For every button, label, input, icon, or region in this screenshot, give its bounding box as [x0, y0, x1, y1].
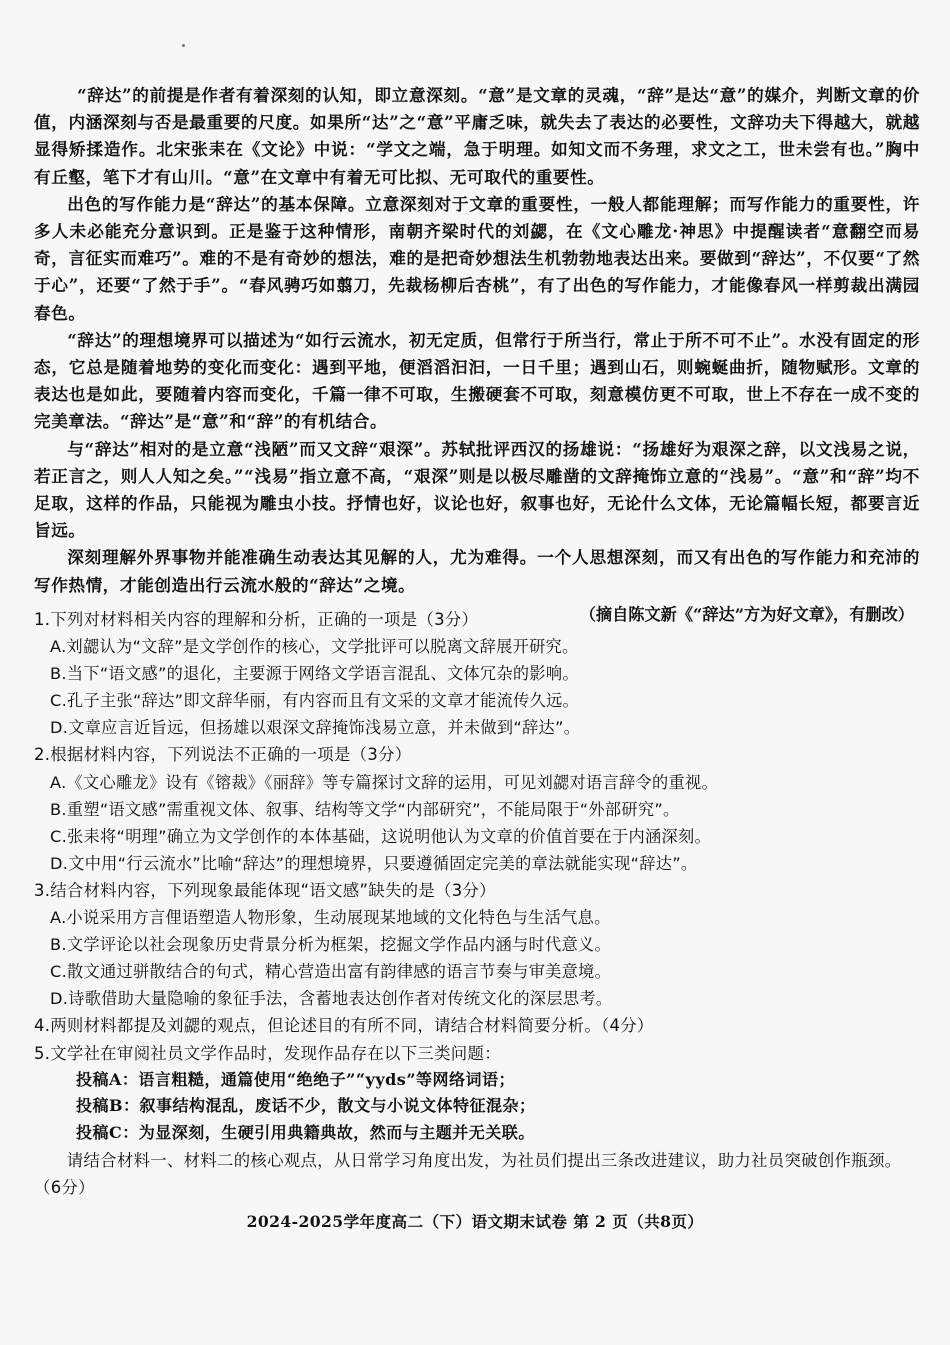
draft-b: 投稿B：叙事结构混乱，废话不少，散文与小说文体特征混杂；	[76, 1096, 536, 1116]
option-b: B.当下“语文感”的退化，主要源于网络文学语言混乱、文体冗杂的影响。	[50, 664, 579, 684]
passage-paragraph: 出色的写作能力是“辞达”的基本保障。立意深刻对于文章的重要性，一般人都能理解；而写作能力的重要性，许多人未必能充分意识到。正是鉴于这种情形，南朝齐梁时代的刘勰，在《文心雕龙·神思》中提醒读者“意翻空而易奇，言征实而难巧”。难的不是有奇妙的想法，难的是把奇妙想法生机勃勃地表达出来。要做到“辞达”，不仅要“了然于心”，还要“了然于手”。“春风骋巧如翦刀，先裁杨柳后杏桃”，有了出色的写作能力，才能像春风一样剪裁出满园春色。	[34, 193, 920, 323]
passage-paragraph: “辞达”的理想境界可以描述为“如行云流水，初无定质，但常行于所当行，常止于所不可不止”。水没有固定的形态，它总是随着地势的变化而变化：遇到平地，便滔滔汩汩，一日千里；遇到山石，则蜿蜒曲折，随物赋形。文章的表达也是如此，要随着内容而变化，千篇一律不可取，生搬硬套不可取，刻意模仿更不可取，世上不存在一成不变的完美章法。“辞达”是“意”和“辞”的有机结合。	[34, 329, 920, 432]
draft-c: 投稿C：为显深刻，生硬引用典籍典故，然而与主题并无关联。	[76, 1123, 535, 1143]
scan-speck	[182, 44, 185, 47]
option-c: C.散文通过骈散结合的句式，精心营造出富有韵律感的语言节奏与审美意境。	[50, 962, 612, 982]
question-requirement: 请结合材料一、材料二的核心观点，从日常学习角度出发，为社员们提出三条改进建议，助力社员突破创作瓶颈。（6分）	[34, 1150, 902, 1198]
question-stem: 5.文学社在审阅社员文学作品时，发现作品存在以下三类问题：	[34, 1043, 501, 1063]
page-footer: 2024-2025学年度高二（下）语文期末试卷 第 2 页（共8页）	[246, 1212, 704, 1231]
option-d: D.文章应言近旨远，但扬雄以艰深文辞掩饰浅易立意，并未做到“辞达”。	[50, 718, 581, 738]
option-a: A.刘勰认为“文辞”是文学创作的核心，文学批评可以脱离文辞展开研究。	[50, 637, 579, 657]
option-d: D.文中用“行云流水”比喻“辞达”的理想境界，只要遵循固定完美的章法就能实现“辞达”。	[50, 853, 698, 873]
question-section	[34, 606, 920, 1201]
draft-a: 投稿A：语言粗糙，通篇使用“绝绝子”“yyds”等网络词语；	[76, 1069, 516, 1089]
question-2	[34, 741, 920, 876]
option-a: A.《文心雕龙》设有《镕裁》《丽辞》等专篇探讨文辞的运用，可见刘勰对语言辞令的重视。	[50, 772, 718, 792]
question-stem: 3.结合材料内容，下列现象最能体现“语文感”缺失的是（3分）	[34, 880, 496, 900]
question-stem: 4.两则材料都提及刘勰的观点，但论述目的有所不同，请结合材料简要分析。（4分）	[34, 1016, 654, 1036]
option-c: C.孔子主张“辞达”即文辞华丽，有内容而且有文采的文章才能流传久远。	[50, 691, 580, 711]
option-c: C.张耒将“明理”确立为文学创作的本体基础，这说明他认为文章的价值首要在于内涵深刻。	[50, 826, 711, 846]
question-stem: 1.下列对材料相关内容的理解和分析，正确的一项是（3分）	[34, 610, 479, 629]
option-a: A.小说采用方言俚语塑造人物形象，生动展现某地域的文化特色与生活气息。	[50, 908, 611, 928]
passage-paragraph: 深刻理解外界事物并能准确生动表达其见解的人，尤为难得。一个人思想深刻，而又有出色的写作能力和充沛的写作热情，才能创造出行云流水般的“辞达”之境。	[34, 547, 920, 595]
question-1	[34, 606, 920, 741]
passage-paragraph: 与“辞达”相对的是立意“浅陋”而又文辞“艰深”。苏轼批评西汉的扬雄说：“扬雄好为艰深之辞，以文浅易之说，若正言之，则人人知之矣。”“浅易”指立意不高，“艰深”则是以极尽雕凿的文辞掩饰立意的“浅易”。“意”和“辞”均不足取，这样的作品，只能视为雕虫小技。抒情也好，议论也好，叙事也好，无论什么文体，无论篇幅长短，都要言近旨远。	[34, 438, 920, 541]
question-stem: 2.根据材料内容，下列说法不正确的一项是（3分）	[34, 745, 412, 765]
option-d: D.诗歌借助大量隐喻的象征手法，含蓄地表达创作者对传统文化的深层思考。	[50, 989, 613, 1009]
option-b: B.重塑“语文感”需重视文体、叙事、结构等文学“内部研究”，不能局限于“外部研究”。	[50, 799, 680, 819]
question-4	[34, 1012, 920, 1039]
question-3	[34, 877, 920, 1012]
reading-passage	[34, 82, 920, 628]
passage-source: （摘自陈文新《“辞达”方为好文章》，有删改）	[579, 604, 914, 624]
question-5	[34, 1040, 920, 1202]
option-b: B.文学评论以社会现象历史背景分析为框架，挖掘文学作品内涵与时代意义。	[50, 935, 611, 955]
passage-paragraph: “辞达”的前提是作者有着深刻的认知，即立意深刻。“意”是文章的灵魂，“辞”是达“意”的媒介，判断文章的价值，内涵深刻与否是最重要的尺度。如果所“达”之“意”平庸乏味，就失去了表达的必要性，文辞功夫下得越大，就越显得矫揉造作。北宋张耒在《文论》中说：“学文之端，急于明理。如知文而不务理，求文之工，世未尝有也。”胸中有丘壑，笔下才有山川。“意”在文章中有着无可比拟、无可取代的重要性。	[34, 85, 920, 187]
